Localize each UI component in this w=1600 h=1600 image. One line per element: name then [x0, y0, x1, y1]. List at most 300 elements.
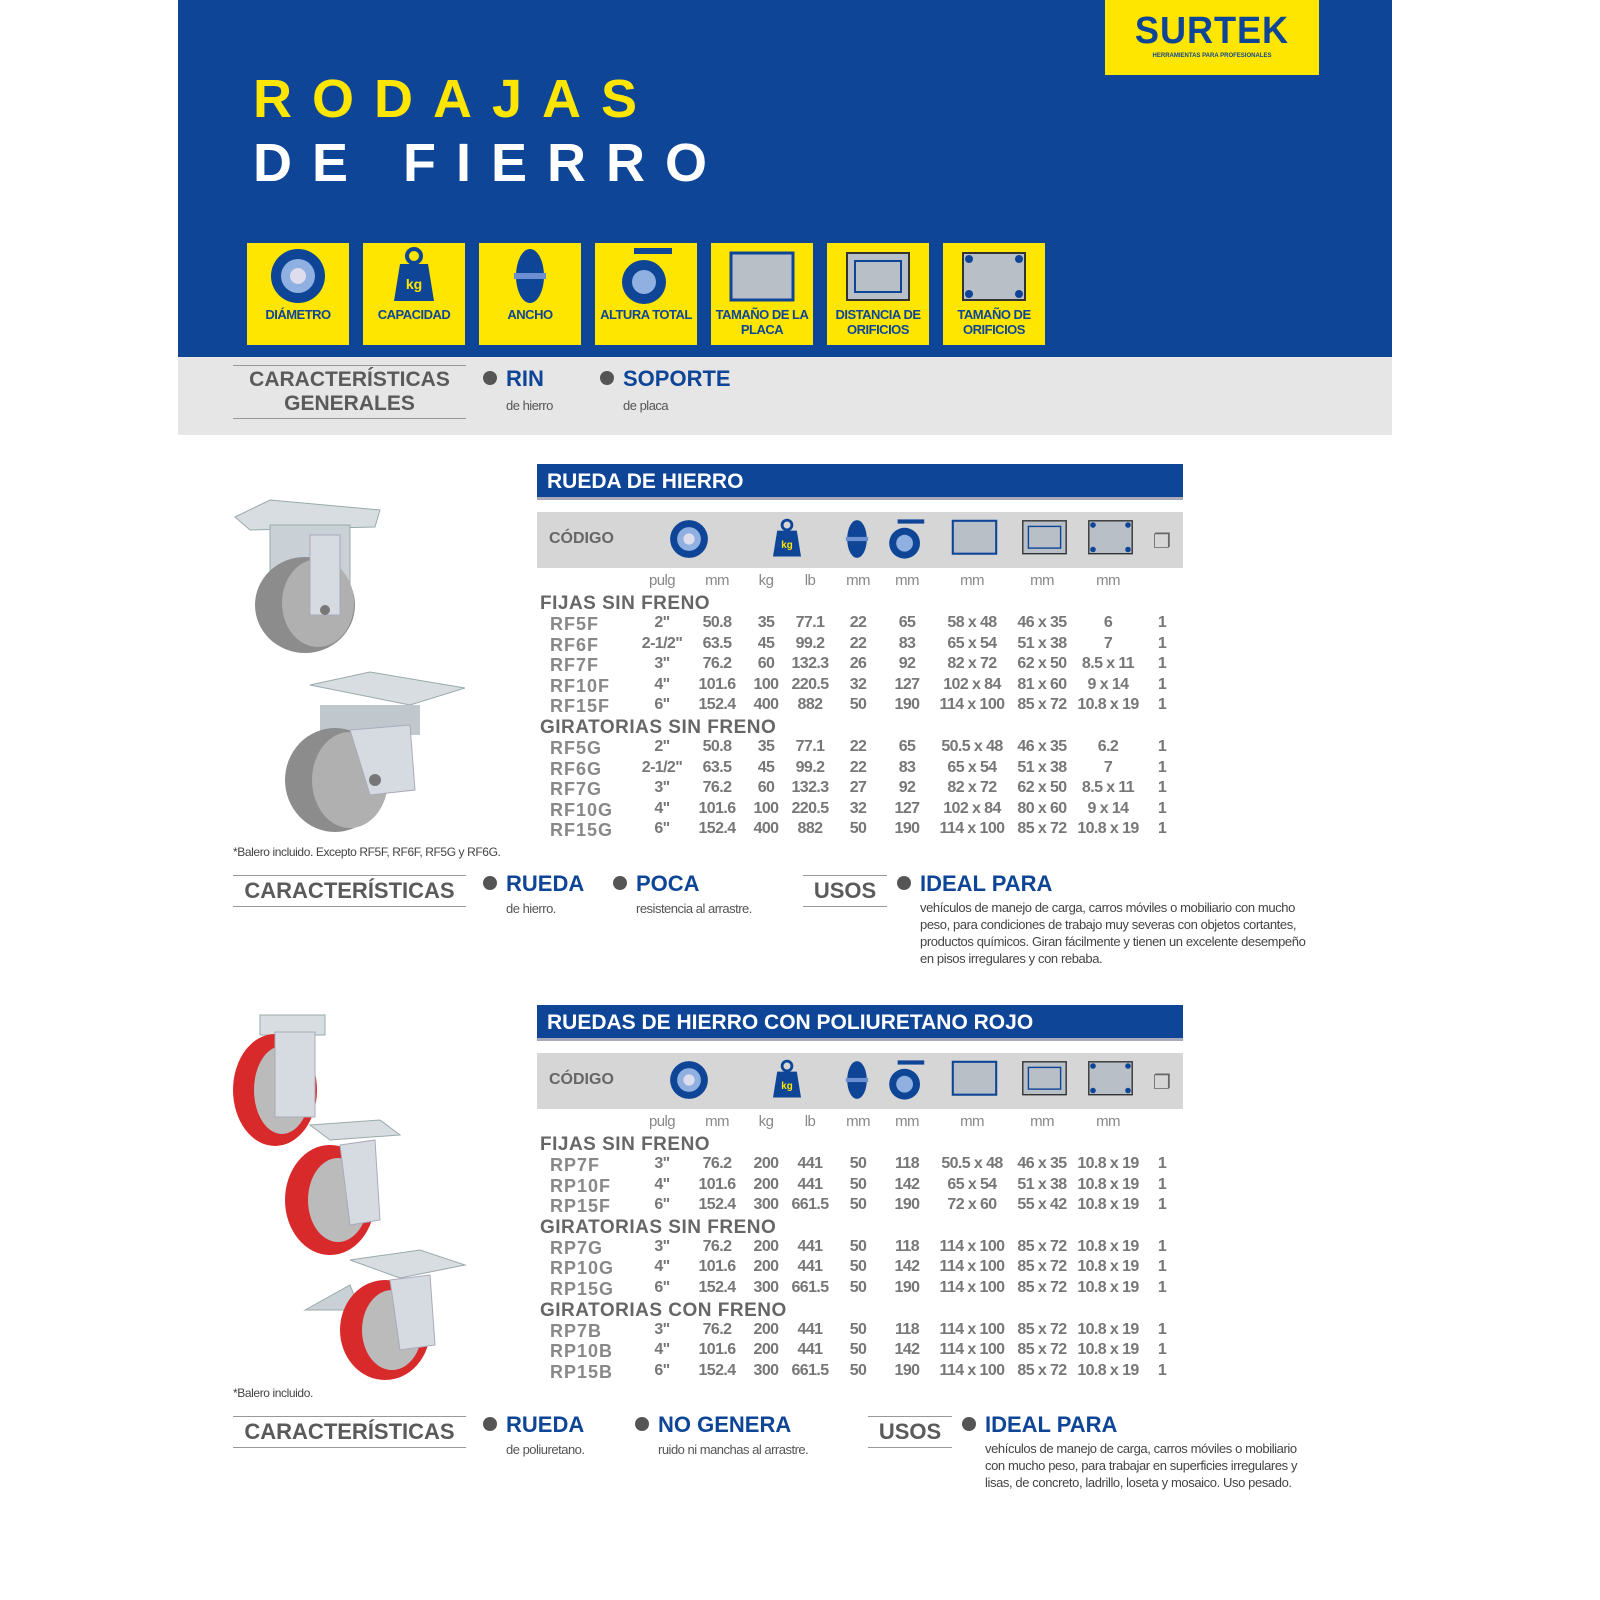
bullet-icon — [962, 1417, 976, 1431]
table-cell: 83 — [898, 758, 916, 776]
table-cell: 32 — [849, 675, 867, 693]
table-cell: 6" — [654, 1279, 670, 1296]
section-title-bar: RUEDA DE HIERRO — [537, 464, 1183, 500]
code-column-header: CÓDIGO — [549, 530, 614, 547]
unit-label: kg — [758, 1113, 774, 1130]
table-cell: 300 — [753, 1279, 779, 1296]
table-cell: 50 — [849, 696, 867, 714]
table-cell: 46 x 35 — [1017, 614, 1067, 631]
group-heading: GIRATORIAS CON FRENO — [540, 1299, 787, 1321]
table-cell: 10.8 x 19 — [1077, 1279, 1139, 1296]
weight-capacity-icon — [766, 518, 808, 564]
bullet-icon — [483, 371, 497, 385]
table-cell: 50 — [849, 1175, 867, 1193]
table-cell: 50 — [849, 1155, 867, 1172]
caster-height-icon — [885, 518, 927, 564]
unit-label: mm — [846, 1113, 870, 1130]
table-cell: 100 — [753, 799, 779, 817]
feature-sub: de hierro. — [506, 901, 556, 916]
table-cell: 152.4 — [698, 1196, 736, 1214]
unit-label: mm — [1096, 572, 1120, 589]
table-cell: 1 — [1157, 738, 1167, 755]
table-cell: 80 x 60 — [1017, 799, 1067, 817]
table-cell: 85 x 72 — [1017, 820, 1067, 838]
wheel-width-icon — [481, 245, 579, 307]
hole-distance-icon — [829, 245, 927, 307]
table-cell: 1 — [1157, 779, 1167, 797]
uses-head: IDEAL PARA — [985, 1412, 1118, 1438]
table-cell: 60 — [757, 779, 775, 797]
table-cell: 114 x 100 — [939, 696, 1005, 714]
table-cell: 190 — [894, 1279, 920, 1296]
table-cell: 102 x 84 — [943, 675, 1001, 693]
unit-label: lb — [804, 572, 816, 589]
table-cell: 441 — [797, 1258, 823, 1276]
table-cell: 10.8 x 19 — [1077, 696, 1139, 714]
weight-capacity-icon — [766, 1059, 808, 1105]
feature-head: RUEDA — [506, 871, 585, 896]
table-cell: 51 x 38 — [1017, 758, 1067, 776]
table-cell: 72 x 60 — [947, 1196, 997, 1214]
table-cell: 152.4 — [698, 1361, 736, 1379]
table-cell: 1 — [1157, 634, 1167, 652]
product-code: RP10B — [550, 1341, 614, 1362]
table-cell: 50.5 x 48 — [941, 738, 1003, 755]
table-cell: 441 — [797, 1320, 823, 1338]
spec-hole-size — [943, 243, 1045, 345]
unit-label: mm — [1030, 572, 1054, 589]
general-title-1: CARACTERÍSTICAS — [249, 368, 450, 391]
svg-text:kg: kg — [781, 1081, 793, 1093]
table-cell: 46 x 35 — [1017, 1155, 1067, 1172]
table-cell: 114 x 100 — [939, 1237, 1005, 1255]
table-cell: 85 x 72 — [1017, 696, 1067, 714]
table-cell: 1 — [1157, 820, 1167, 838]
unit-label: pulg — [649, 1113, 675, 1130]
table-cell: 76.2 — [702, 779, 732, 797]
section-title-bar: RUEDAS DE HIERRO CON POLIURETANO ROJO — [537, 1005, 1183, 1041]
table-cell: 882 — [797, 696, 823, 714]
table-cell: 190 — [894, 1361, 920, 1379]
table-cell: 10.8 x 19 — [1077, 1155, 1139, 1172]
table-cell: 300 — [753, 1361, 779, 1379]
bullet-icon — [897, 876, 911, 890]
table-cell: 51 x 38 — [1017, 1175, 1067, 1193]
table-cell: 400 — [753, 820, 779, 838]
table-cell: 142 — [894, 1258, 920, 1276]
table-cell: 85 x 72 — [1017, 1320, 1067, 1338]
brand-tagline: HERRAMIENTAS PARA PROFESIONALES — [1152, 53, 1272, 59]
table-cell: 1 — [1157, 799, 1167, 817]
table-cell: 10.8 x 19 — [1077, 820, 1139, 838]
table-cell: 102 x 84 — [943, 799, 1001, 817]
table-cell: 127 — [894, 675, 920, 693]
table-cell: 200 — [753, 1175, 779, 1193]
table-cell: 100 — [753, 675, 779, 693]
table-cell: 45 — [757, 634, 775, 652]
footnote: *Balero incluido. Excepto RF5F, RF6F, RF5G y RF6G. — [233, 845, 501, 859]
table-cell: 85 x 72 — [1017, 1237, 1067, 1255]
table-cell: 32 — [849, 799, 867, 817]
table-cell: 2-1/2" — [641, 758, 683, 776]
table-cell: 1 — [1157, 1237, 1167, 1255]
footnote: *Balero incluido. — [233, 1386, 313, 1401]
bullet-icon — [483, 1417, 497, 1431]
table-cell: 63.5 — [702, 758, 732, 776]
table-cell: 85 x 72 — [1017, 1341, 1067, 1359]
bullet-icon — [613, 876, 627, 890]
table-cell: 3" — [654, 1237, 670, 1255]
group-heading: FIJAS SIN FRENO — [540, 593, 711, 614]
table-cell: 1 — [1157, 675, 1167, 693]
table-cell: 190 — [894, 1196, 920, 1214]
table-cell: 50 — [849, 820, 867, 838]
product-code: RF5G — [550, 738, 603, 758]
table-cell: 85 x 72 — [1017, 1361, 1067, 1379]
product-code: RF6G — [550, 758, 603, 779]
table-cell: 81 x 60 — [1017, 675, 1067, 693]
table-cell: 46 x 35 — [1017, 738, 1067, 755]
table-cell: 99.2 — [795, 634, 825, 652]
uses-head: IDEAL PARA — [920, 871, 1053, 896]
plate-size-icon — [950, 1059, 999, 1101]
feature-rin: RIN — [506, 366, 544, 391]
hole-size-icon — [945, 245, 1043, 307]
product-code: RF10G — [550, 799, 614, 820]
table-cell: 8.5 x 11 — [1081, 655, 1135, 673]
table-cell: 132.3 — [791, 779, 829, 797]
table-cell: 26 — [849, 655, 867, 673]
table-cell: 10.8 x 19 — [1077, 1258, 1139, 1276]
table-cell: 114 x 100 — [939, 1341, 1005, 1359]
unit-label: mm — [1096, 1113, 1120, 1130]
table-cell: 82 x 72 — [947, 655, 997, 673]
table-cell: 10.8 x 19 — [1077, 1175, 1139, 1193]
hole-distance-icon — [1020, 1059, 1069, 1101]
table-cell: 6" — [654, 1361, 670, 1379]
table-cell: 50 — [849, 1279, 867, 1296]
fixed-iron-caster-image — [230, 495, 390, 660]
wheel-diameter-icon — [668, 518, 710, 564]
table-cell: 9 x 14 — [1087, 799, 1129, 817]
table-cell: 50 — [849, 1196, 867, 1214]
table-cell: 6" — [654, 820, 670, 838]
table-cell: 1 — [1157, 758, 1167, 776]
table-cell: 114 x 100 — [939, 1320, 1005, 1338]
unit-label: kg — [758, 572, 774, 589]
table-cell: 50.5 x 48 — [941, 1155, 1003, 1172]
feature-sub: ruido ni manchas al arrastre. — [658, 1442, 809, 1458]
bullet-icon — [483, 876, 497, 890]
table-cell: 76.2 — [702, 1237, 732, 1255]
table-cell: 3" — [654, 655, 670, 673]
product-code: RF15F — [550, 696, 611, 717]
unit-label: mm — [705, 1113, 729, 1130]
spec-weight-capacity — [363, 243, 465, 345]
table-cell: 114 x 100 — [939, 1279, 1005, 1296]
wheel-width-icon — [836, 518, 878, 564]
spec-label: TAMAÑO DE LA PLACA — [715, 307, 809, 337]
table-cell: 152.4 — [698, 820, 736, 838]
table-cell: 50.8 — [702, 614, 732, 631]
table-cell: 882 — [797, 820, 823, 838]
product-code: RP7F — [550, 1155, 601, 1175]
table-cell: 76.2 — [702, 1320, 732, 1338]
table-cell: 1 — [1157, 1279, 1167, 1296]
table-cell: 114 x 100 — [939, 1258, 1005, 1276]
table-cell: 441 — [797, 1237, 823, 1255]
table-cell: 220.5 — [791, 675, 829, 693]
page-title-line2: DE FIERRO — [253, 133, 728, 193]
spec-label: ANCHO — [507, 307, 553, 322]
product-code: RP7B — [550, 1320, 603, 1341]
product-code: RP7G — [550, 1237, 604, 1258]
table-cell: 10.8 x 19 — [1077, 1320, 1139, 1338]
table-cell: 76.2 — [702, 655, 732, 673]
table-cell: 50 — [849, 1361, 867, 1379]
table-cell: 2" — [654, 614, 670, 631]
table-cell: 114 x 100 — [939, 1361, 1005, 1379]
table-cell: 65 x 54 — [947, 758, 997, 776]
table-cell: 190 — [894, 820, 920, 838]
table-cell: 1 — [1157, 655, 1167, 673]
general-title-2: GENERALES — [284, 392, 415, 415]
table-cell: 9 x 14 — [1087, 675, 1129, 693]
table-cell: 62 x 50 — [1017, 779, 1067, 797]
unit-label: mm — [960, 572, 984, 589]
table-cell: 58 x 48 — [947, 614, 997, 631]
caster-height-icon — [885, 1059, 927, 1105]
spec-wheel-diameter — [247, 243, 349, 345]
table-cell: 200 — [753, 1155, 779, 1172]
table-cell: 63.5 — [702, 634, 732, 652]
table-icon-header — [537, 512, 1183, 568]
table-cell: 152.4 — [698, 696, 736, 714]
features-title: CARACTERÍSTICAS — [233, 1416, 466, 1448]
table-cell: 6" — [654, 1196, 670, 1214]
feature-rin-sub: de hierro — [506, 398, 553, 413]
table-cell: 50 — [849, 1237, 867, 1255]
table-cell: 65 x 54 — [947, 634, 997, 652]
table-cell: 77.1 — [795, 738, 825, 755]
table-cell: 76.2 — [702, 1155, 732, 1172]
table-cell: 3" — [654, 779, 670, 797]
table-cell: 35 — [757, 614, 775, 631]
svg-text:kg: kg — [405, 276, 423, 292]
spec-wheel-width — [479, 243, 581, 345]
page-title-line1: RODAJAS — [253, 69, 658, 129]
package-icon: ❐ — [1153, 531, 1171, 553]
table-cell: 22 — [849, 634, 867, 652]
red-polyurethane-casters-image — [230, 1010, 470, 1380]
table-cell: 101.6 — [698, 799, 736, 817]
table-cell: 114 x 100 — [939, 820, 1005, 838]
table-cell: 190 — [894, 696, 920, 714]
table-cell: 441 — [797, 1341, 823, 1359]
product-code: RP15F — [550, 1196, 612, 1217]
table-cell: 220.5 — [791, 799, 829, 817]
table-cell: 10.8 x 19 — [1077, 1237, 1139, 1255]
bullet-icon — [635, 1417, 649, 1431]
brand-name: SURTEK — [1134, 10, 1290, 52]
product-code: RF10F — [550, 675, 611, 696]
table-cell: 6" — [654, 696, 670, 714]
table-cell: 142 — [894, 1341, 920, 1359]
table-cell: 65 — [898, 738, 916, 755]
table-cell: 1 — [1157, 696, 1167, 714]
table-cell: 661.5 — [791, 1361, 829, 1379]
table-cell: 1 — [1157, 1155, 1167, 1172]
hole-distance-icon — [1020, 518, 1069, 560]
table-cell: 92 — [898, 779, 916, 797]
table-cell: 118 — [894, 1320, 920, 1338]
table-cell: 2-1/2" — [641, 634, 683, 652]
table-cell: 22 — [849, 614, 867, 631]
uses-text: vehículos de manejo de carga, carros móviles o mobiliario con mucho peso, para trabajar en superficies irregulares y lisas, de concreto, ladrillo, loseta y mosaico. Uso pesado. — [985, 1441, 1298, 1491]
table-cell: 1 — [1157, 1341, 1167, 1359]
table-cell: 50 — [849, 1341, 867, 1359]
unit-label: mm — [1030, 1113, 1054, 1130]
wheel-diameter-icon — [249, 245, 347, 307]
table-cell: 45 — [757, 758, 775, 776]
code-column-header: CÓDIGO — [549, 1071, 614, 1088]
product-code: RF7G — [550, 779, 603, 800]
product-code: RP10F — [550, 1175, 612, 1196]
feature-sub: resistencia al arrastre. — [636, 901, 752, 916]
table-cell: 82 x 72 — [947, 779, 997, 797]
table-cell: 400 — [753, 696, 779, 714]
table-cell: 27 — [849, 779, 867, 797]
spec-label: DIÁMETRO — [265, 307, 331, 322]
table-cell: 22 — [849, 758, 867, 776]
surtek-logo — [1105, 0, 1319, 75]
feature-sub: de poliuretano. — [506, 1442, 585, 1458]
wheel-width-icon — [836, 1059, 878, 1105]
product-code: RF15G — [550, 820, 614, 841]
unit-label: mm — [895, 572, 919, 589]
feature-head: POCA — [636, 871, 700, 896]
table-cell: 2" — [654, 738, 670, 755]
feature-head: NO GENERA — [658, 1412, 792, 1438]
table-cell: 85 x 72 — [1017, 1258, 1067, 1276]
table-cell: 10.8 x 19 — [1077, 1341, 1139, 1359]
table-cell: 10.8 x 19 — [1077, 1196, 1139, 1214]
wheel-diameter-icon — [668, 1059, 710, 1105]
table-cell: 152.4 — [698, 1279, 736, 1296]
product-code: RP15B — [550, 1361, 614, 1382]
uses-text: vehículos de manejo de carga, carros móviles o mobiliario con mucho peso, para condiciones de trabajo muy severas con objetos cortantes, productos químicos. Giran fácilmente y tienen un excelente desempeño en pisos irregulares y con rebaba. — [920, 900, 1306, 966]
features-title: CARACTERÍSTICAS — [233, 875, 466, 907]
table-cell: 85 x 72 — [1017, 1279, 1067, 1296]
spec-caster-height — [595, 243, 697, 345]
table-cell: 1 — [1157, 1258, 1167, 1276]
unit-label: mm — [705, 572, 729, 589]
table-cell: 200 — [753, 1258, 779, 1276]
table-cell: 200 — [753, 1320, 779, 1338]
spec-label: CAPACIDAD — [377, 307, 451, 322]
product-code: RP10G — [550, 1258, 615, 1279]
table-cell: 55 x 42 — [1017, 1196, 1067, 1214]
table-cell: 1 — [1157, 1361, 1167, 1379]
table-cell: 200 — [753, 1237, 779, 1255]
spec-label: ALTURA TOTAL — [600, 307, 692, 322]
table-cell: 127 — [894, 799, 920, 817]
table-cell: 441 — [797, 1175, 823, 1193]
product-code: RF6F — [550, 634, 599, 655]
table-cell: 101.6 — [698, 1258, 736, 1276]
table-cell: 77.1 — [795, 614, 825, 631]
unit-label: mm — [960, 1113, 984, 1130]
table-cell: 4" — [654, 1175, 670, 1193]
product-code: RF5F — [550, 614, 599, 634]
swivel-iron-caster-image — [280, 670, 465, 835]
product-code: RP15G — [550, 1279, 615, 1299]
plate-size-icon — [950, 518, 999, 560]
table-cell: 62 x 50 — [1017, 655, 1067, 673]
table-cell: 3" — [654, 1155, 670, 1172]
table-icon-header — [537, 1053, 1183, 1109]
table-cell: 50 — [849, 1320, 867, 1338]
general-features-title — [233, 365, 466, 419]
plate-size-icon — [713, 245, 811, 307]
table-cell: 101.6 — [698, 1175, 736, 1193]
table-cell: 8.5 x 11 — [1081, 779, 1135, 797]
table-cell: 4" — [654, 1258, 670, 1276]
table-cell: 35 — [757, 738, 775, 755]
feature-head: RUEDA — [506, 1412, 585, 1438]
table-cell: 300 — [753, 1196, 779, 1214]
unit-label: mm — [846, 572, 870, 589]
table-cell: 142 — [894, 1175, 920, 1193]
table-cell: 132.3 — [791, 655, 829, 673]
package-icon: ❐ — [1153, 1072, 1171, 1094]
table-cell: 99.2 — [795, 758, 825, 776]
table-cell: 7 — [1103, 758, 1113, 776]
spec-label: TAMAÑO DE ORIFICIOS — [957, 307, 1031, 337]
feature-soporte: SOPORTE — [623, 366, 731, 391]
table-cell: 60 — [757, 655, 775, 673]
spec-label: DISTANCIA DE ORIFICIOS — [835, 307, 921, 337]
table-cell: 3" — [654, 1320, 670, 1338]
table-cell: 118 — [894, 1155, 920, 1172]
table-cell: 51 x 38 — [1017, 634, 1067, 652]
uses-title: USOS — [803, 875, 887, 907]
unit-label: mm — [895, 1113, 919, 1130]
uses-title: USOS — [868, 1416, 952, 1448]
table-cell: 6 — [1103, 614, 1113, 631]
caster-height-icon — [597, 245, 695, 307]
spec-plate-size — [711, 243, 813, 345]
table-cell: 1 — [1157, 1320, 1167, 1338]
table-cell: 83 — [898, 634, 916, 652]
spec-hole-distance — [827, 243, 929, 345]
table-cell: 101.6 — [698, 1341, 736, 1359]
table-cell: 661.5 — [791, 1196, 829, 1214]
table-cell: 65 — [898, 614, 916, 631]
unit-label: lb — [804, 1113, 816, 1130]
table-cell: 50.8 — [702, 738, 732, 755]
table-cell: 7 — [1103, 634, 1113, 652]
table-cell: 118 — [894, 1237, 920, 1255]
unit-label: pulg — [649, 572, 675, 589]
table-cell: 65 x 54 — [947, 1175, 997, 1193]
table-cell: 200 — [753, 1341, 779, 1359]
table-cell: 10.8 x 19 — [1077, 1361, 1139, 1379]
weight-capacity-icon — [365, 245, 463, 307]
hole-size-icon — [1086, 518, 1135, 560]
table-cell: 22 — [849, 738, 867, 755]
feature-soporte-sub: de placa — [623, 398, 669, 413]
